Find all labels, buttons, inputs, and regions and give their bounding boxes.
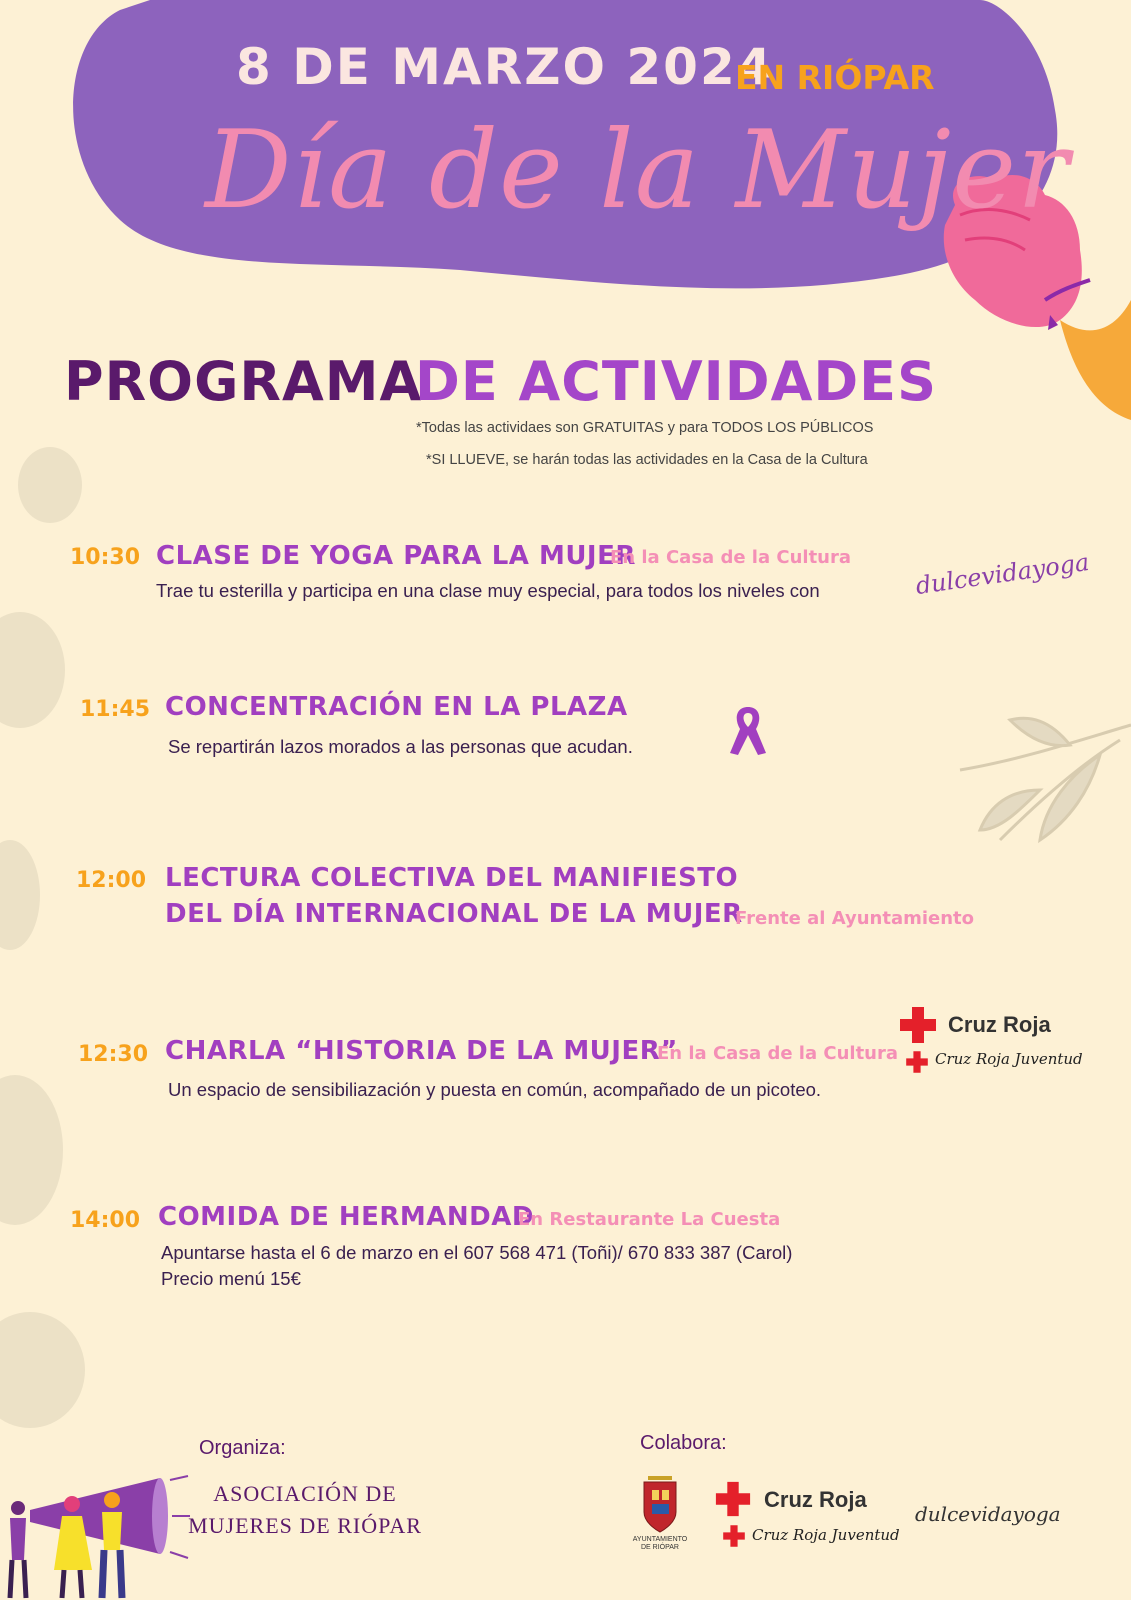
awareness-ribbon-icon	[726, 703, 770, 759]
activity-title: CONCENTRACIÓN EN LA PLAZA	[165, 692, 628, 722]
activity-time: 12:30	[78, 1042, 149, 1067]
red-cross-icon	[714, 1480, 752, 1518]
cruz-roja-name: Cruz Roja	[948, 1012, 1051, 1037]
activity-location: En Restaurante La Cuesta	[518, 1209, 781, 1230]
activity-description: Trae tu esterilla y participa en una clase muy especial, para todos los niveles con	[156, 580, 820, 601]
deco-circle	[0, 1312, 85, 1428]
program-note-rain: *SI LLUEVE, se harán todas las actividades en la Casa de la Cultura	[426, 452, 868, 468]
program-title-part2: DE ACTIVIDADES	[415, 350, 937, 413]
activity-time: 10:30	[70, 545, 141, 570]
activity-title-line2: DEL DÍA INTERNACIONAL DE LA MUJER	[165, 899, 743, 929]
red-cross-icon	[898, 1005, 938, 1045]
organizer-name	[185, 1478, 425, 1542]
activity-time: 12:00	[76, 868, 147, 893]
red-cross-icon	[722, 1524, 746, 1548]
ayuntamiento-line2: DE RIÓPAR	[641, 1544, 679, 1551]
activity-location: En la Casa de la Cultura	[610, 547, 852, 568]
ayuntamiento-label	[630, 1536, 690, 1552]
colabora-label: Colabora:	[640, 1432, 727, 1454]
event-date: 8 DE MARZO 2024	[236, 38, 774, 96]
activity-title-line1: LECTURA COLECTIVA DEL MANIFIESTO	[165, 863, 739, 893]
deco-circle	[18, 447, 82, 523]
activity-time: 11:45	[80, 697, 151, 722]
program-title-part1: PROGRAMA	[64, 350, 423, 413]
activity-title: CHARLA “HISTORIA DE LA MUJER”	[165, 1036, 678, 1066]
activity-location: Frente al Ayuntamiento	[735, 908, 975, 929]
footer-yoga-brand: dulcevidayoga	[915, 1502, 1061, 1526]
activity-description-line1: Apuntarse hasta el 6 de marzo en el 607 568 471 (Toñi)/ 670 833 387 (Carol)	[161, 1242, 793, 1263]
event-town: EN RIÓPAR	[735, 58, 935, 97]
activity-title: CLASE DE YOGA PARA LA MUJER	[156, 541, 636, 571]
activity-time: 14:00	[70, 1208, 141, 1233]
activity-description-line2: Precio menú 15€	[161, 1268, 301, 1289]
activity-description: Se repartirán lazos morados a las personas que acudan.	[168, 736, 633, 757]
cruz-roja-juventud: Cruz Roja Juventud	[935, 1050, 1083, 1068]
event-title: Día de la Mujer	[205, 108, 1070, 233]
leaf-branch-decoration	[960, 718, 1131, 840]
deco-circle	[0, 840, 40, 950]
coat-of-arms-icon	[638, 1472, 682, 1536]
activity-description: Un espacio de sensibiliazación y puesta en común, acompañado de un picoteo.	[168, 1079, 822, 1100]
ayuntamiento-line1: AYUNTAMIENTO	[632, 1536, 688, 1543]
program-note-free: *Todas las actividaes son GRATUITAS y para TODOS LOS PÚBLICOS	[416, 420, 874, 436]
activity-title: COMIDA DE HERMANDAD	[158, 1202, 534, 1232]
activity-location: En la Casa de la Cultura	[657, 1043, 899, 1064]
organizer-line1: ASOCIACIÓN DE	[213, 1481, 397, 1506]
yoga-tag: dulcevidayoga	[913, 547, 1091, 601]
organizer-line2: MUJERES DE RIÓPAR	[188, 1513, 422, 1538]
footer-cruz-roja-name: Cruz Roja	[764, 1487, 867, 1512]
deco-circle	[0, 1075, 63, 1225]
footer-cruz-roja-juventud: Cruz Roja Juventud	[752, 1526, 900, 1544]
red-cross-icon	[905, 1050, 929, 1074]
megaphone-women-illustration	[0, 1470, 190, 1600]
deco-circle	[0, 612, 65, 728]
organiza-label: Organiza:	[199, 1437, 286, 1459]
